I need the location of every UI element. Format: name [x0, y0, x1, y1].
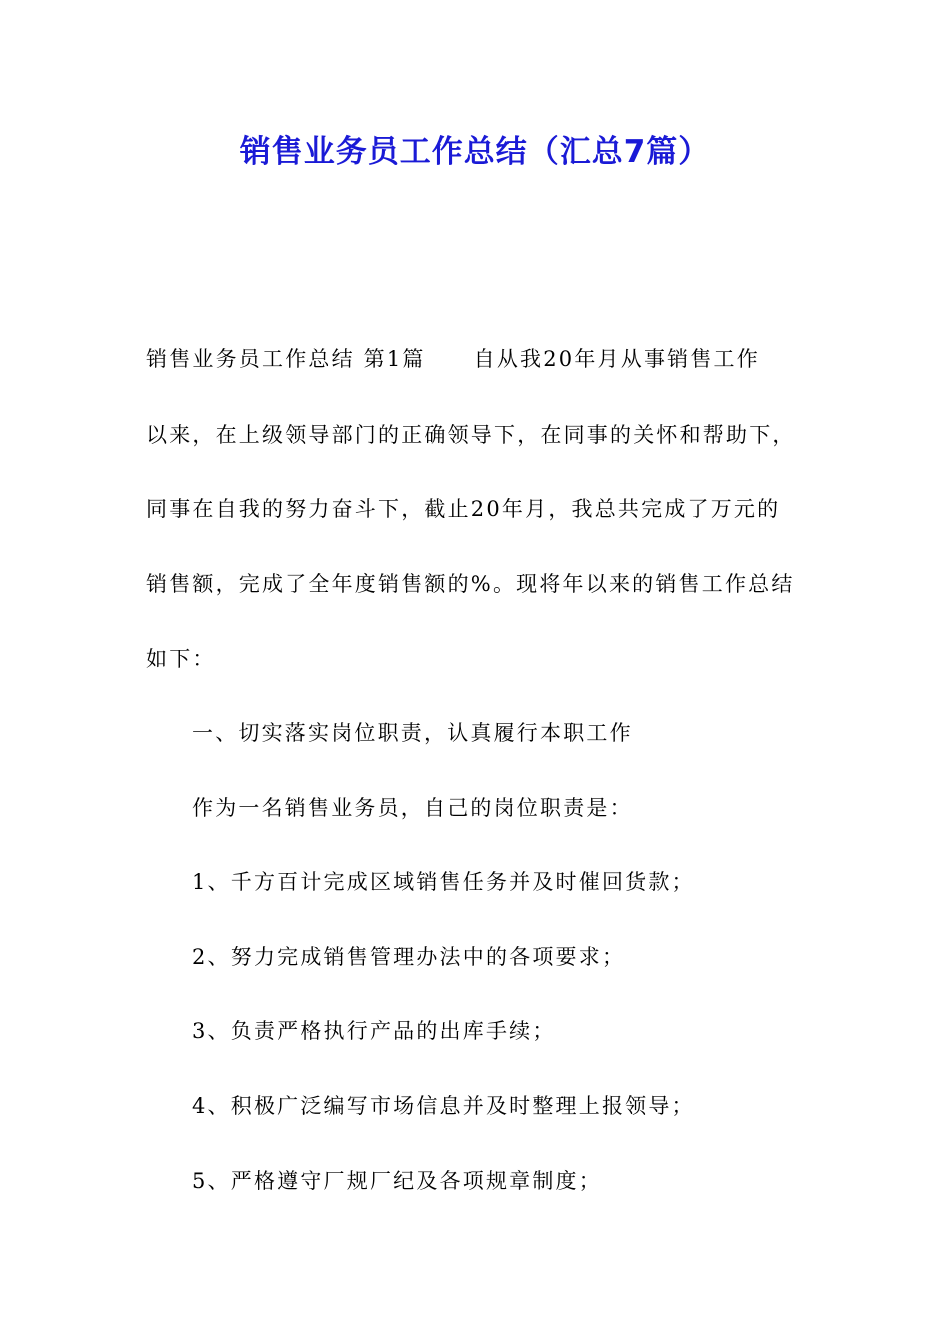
duty-item: 5、严格遵守厂规厂纪及各项规章制度；: [192, 1169, 602, 1193]
duty-item: 4、积极广泛编写市场信息并及时整理上报领导；: [192, 1094, 695, 1118]
paragraph-line: 以来，在上级领导部门的正确领导下，在同事的关怀和帮助下，: [146, 423, 796, 447]
paragraph-line: 如下：: [146, 647, 216, 671]
paragraph-line: 销售额，完成了全年度销售额的%。现将年以来的销售工作总结: [146, 572, 795, 596]
duty-item: 3、负责严格执行产品的出库手续；: [192, 1019, 556, 1043]
section-heading: 一、切实落实岗位职责，认真履行本职工作: [192, 721, 633, 745]
intro-text: 自从我20年月从事销售工作: [473, 347, 760, 371]
section-lead: 作为一名销售业务员，自己的岗位职责是：: [192, 796, 633, 820]
intro-heading: 销售业务员工作总结 第1篇: [146, 347, 426, 371]
duty-item: 2、努力完成销售管理办法中的各项要求；: [192, 945, 626, 969]
paragraph-line: [146, 344, 760, 374]
document-title: 销售业务员工作总结（汇总7篇）: [239, 134, 711, 170]
duty-item: 1、千方百计完成区域销售任务并及时催回货款；: [192, 870, 695, 894]
paragraph-line: 同事在自我的努力奋斗下，截止20年月，我总共完成了万元的: [146, 497, 781, 521]
